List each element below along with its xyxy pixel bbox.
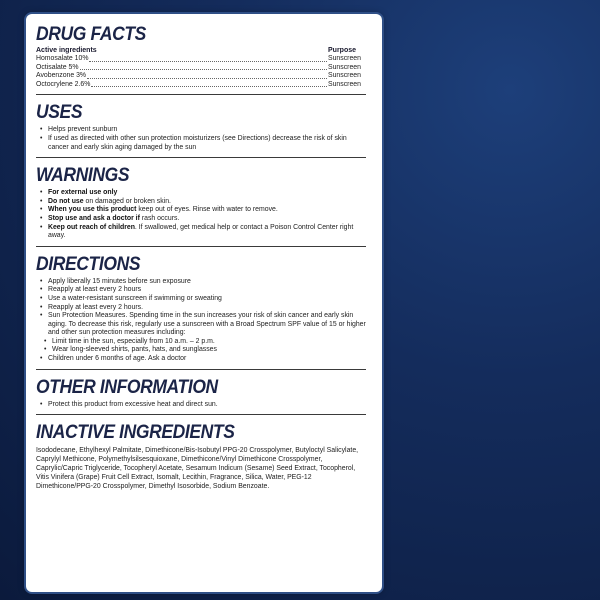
list-item: • Use a water-resistant sunscreen if swimming or sweating: [48, 295, 366, 304]
uses-title: USES: [36, 102, 83, 124]
warnings-list: [36, 189, 366, 241]
list-item: [48, 206, 366, 215]
leader-dots: [91, 81, 327, 88]
directions-section: [36, 254, 366, 370]
drug-facts-content: [36, 24, 366, 503]
drug-facts-section: [36, 24, 366, 95]
ingredient-row: [36, 64, 366, 73]
warning-bold: Stop use and ask a doctor if: [48, 214, 140, 222]
ingredient-purpose: Sunscreen: [328, 80, 361, 88]
ingredient-name: Octocrylene 2.6%: [36, 80, 91, 88]
list-item: • Protect this product from excessive heat and direct sun.: [48, 401, 366, 410]
purpose-label: Purpose: [328, 47, 357, 54]
list-item: • Reapply at least every 2 hours.: [48, 304, 366, 313]
ingredient-purpose: Sunscreen: [328, 55, 361, 62]
list-item: • Helps prevent sunburn: [48, 126, 366, 135]
leader-dots: [89, 55, 327, 62]
directions-sub-list: [36, 338, 366, 355]
warning-bold: Keep out reach of children: [48, 223, 135, 231]
ingredient-row: [36, 72, 366, 81]
uses-section: [36, 102, 366, 158]
leader-dots: [80, 64, 327, 71]
list-item: • Apply liberally 15 minutes before sun exposure: [48, 278, 366, 287]
warning-text: rash occurs.: [139, 214, 180, 222]
list-item: • If used as directed with other sun protection moisturizers (see Directions) decrease the risk of skin cancer and early skin aging damaged by the sun: [48, 135, 366, 152]
list-item: [48, 215, 366, 224]
other-information-title: OTHER INFORMATION: [36, 376, 218, 398]
ingredient-name: Homosalate 10%: [36, 55, 89, 62]
list-item: • Reapply at least every 2 hours: [48, 286, 366, 295]
list-item: [48, 198, 366, 207]
warning-text: keep out of eyes. Rinse with water to remove.: [136, 206, 278, 214]
list-item: • Wear long-sleeved shirts, pants, hats, and sunglasses: [52, 346, 366, 355]
active-ingredients-label: Active ingredients: [36, 47, 97, 54]
ingredient-purpose: Sunscreen: [328, 63, 361, 71]
directions-list-end: [36, 355, 366, 364]
list-item: [48, 189, 366, 198]
directions-title: DIRECTIONS: [36, 253, 141, 275]
ingredient-name: Octisalate 5%: [36, 63, 79, 71]
drug-facts-panel: [26, 14, 382, 592]
ingredient-row: [36, 81, 366, 90]
warnings-section: [36, 165, 366, 247]
inactive-ingredients-text: Isododecane, Ethylhexyl Palmitate, Dimethicone/Bis-Isobutyl PPG-20 Crosspolymer, Butyloctyl Salicylate, Caprylyl Methicone, Polymethylsilsesquioxane, Dimethicone/Vinyl Dimethicone Crosspolymer, Caprylic/Capric Triglyceride, Tocopheryl Acetate, Sesamum Indicum (Sesame) Seed Extract, Tocopherol, Vitis Vinifera (Grape) Fruit Cell Extract, Isomalt, Lecithin, Fragrance, Silica, Water, PEG-12 Dimethicone/PPG-20 Crosspolymer, Dimethyl Isosorbide, Sodium Benzoate.: [36, 447, 359, 491]
ingredient-row: [36, 55, 366, 64]
warnings-title: WARNINGS: [36, 165, 130, 187]
list-item: • Sun Protection Measures. Spending time in the sun increases your risk of skin cancer and early skin aging. To decrease this risk, regularly use a sunscreen with a Broad Spectrum SPF value of 15 or higher and other sun protection measures including:: [48, 312, 366, 338]
ingredient-purpose: Sunscreen: [328, 72, 361, 80]
other-information-section: [36, 377, 366, 416]
warning-text: on damaged or broken skin.: [83, 197, 171, 205]
list-item: • Children under 6 months of age. Ask a doctor: [48, 355, 366, 364]
list-item: [48, 224, 366, 241]
warning-bold: Do not use: [48, 197, 84, 205]
directions-list: [36, 278, 366, 338]
inactive-ingredients-section: [36, 422, 366, 496]
leader-dots: [87, 72, 327, 79]
warning-text: . If swallowed, get medical help or contact a Poison Control Center right away.: [48, 223, 354, 240]
warning-bold: For external use only: [48, 189, 118, 197]
warning-bold: When you use this product: [48, 206, 137, 214]
ingredients-header: [36, 46, 366, 55]
inactive-ingredients-title: INACTIVE INGREDIENTS: [36, 422, 235, 444]
ingredient-name: Avobenzone 3%: [36, 72, 87, 80]
list-item: • Limit time in the sun, especially from 10 a.m. – 2 p.m.: [52, 338, 366, 347]
drug-facts-title: DRUG FACTS: [36, 24, 146, 45]
other-information-list: [36, 401, 366, 410]
uses-list: [36, 126, 366, 152]
